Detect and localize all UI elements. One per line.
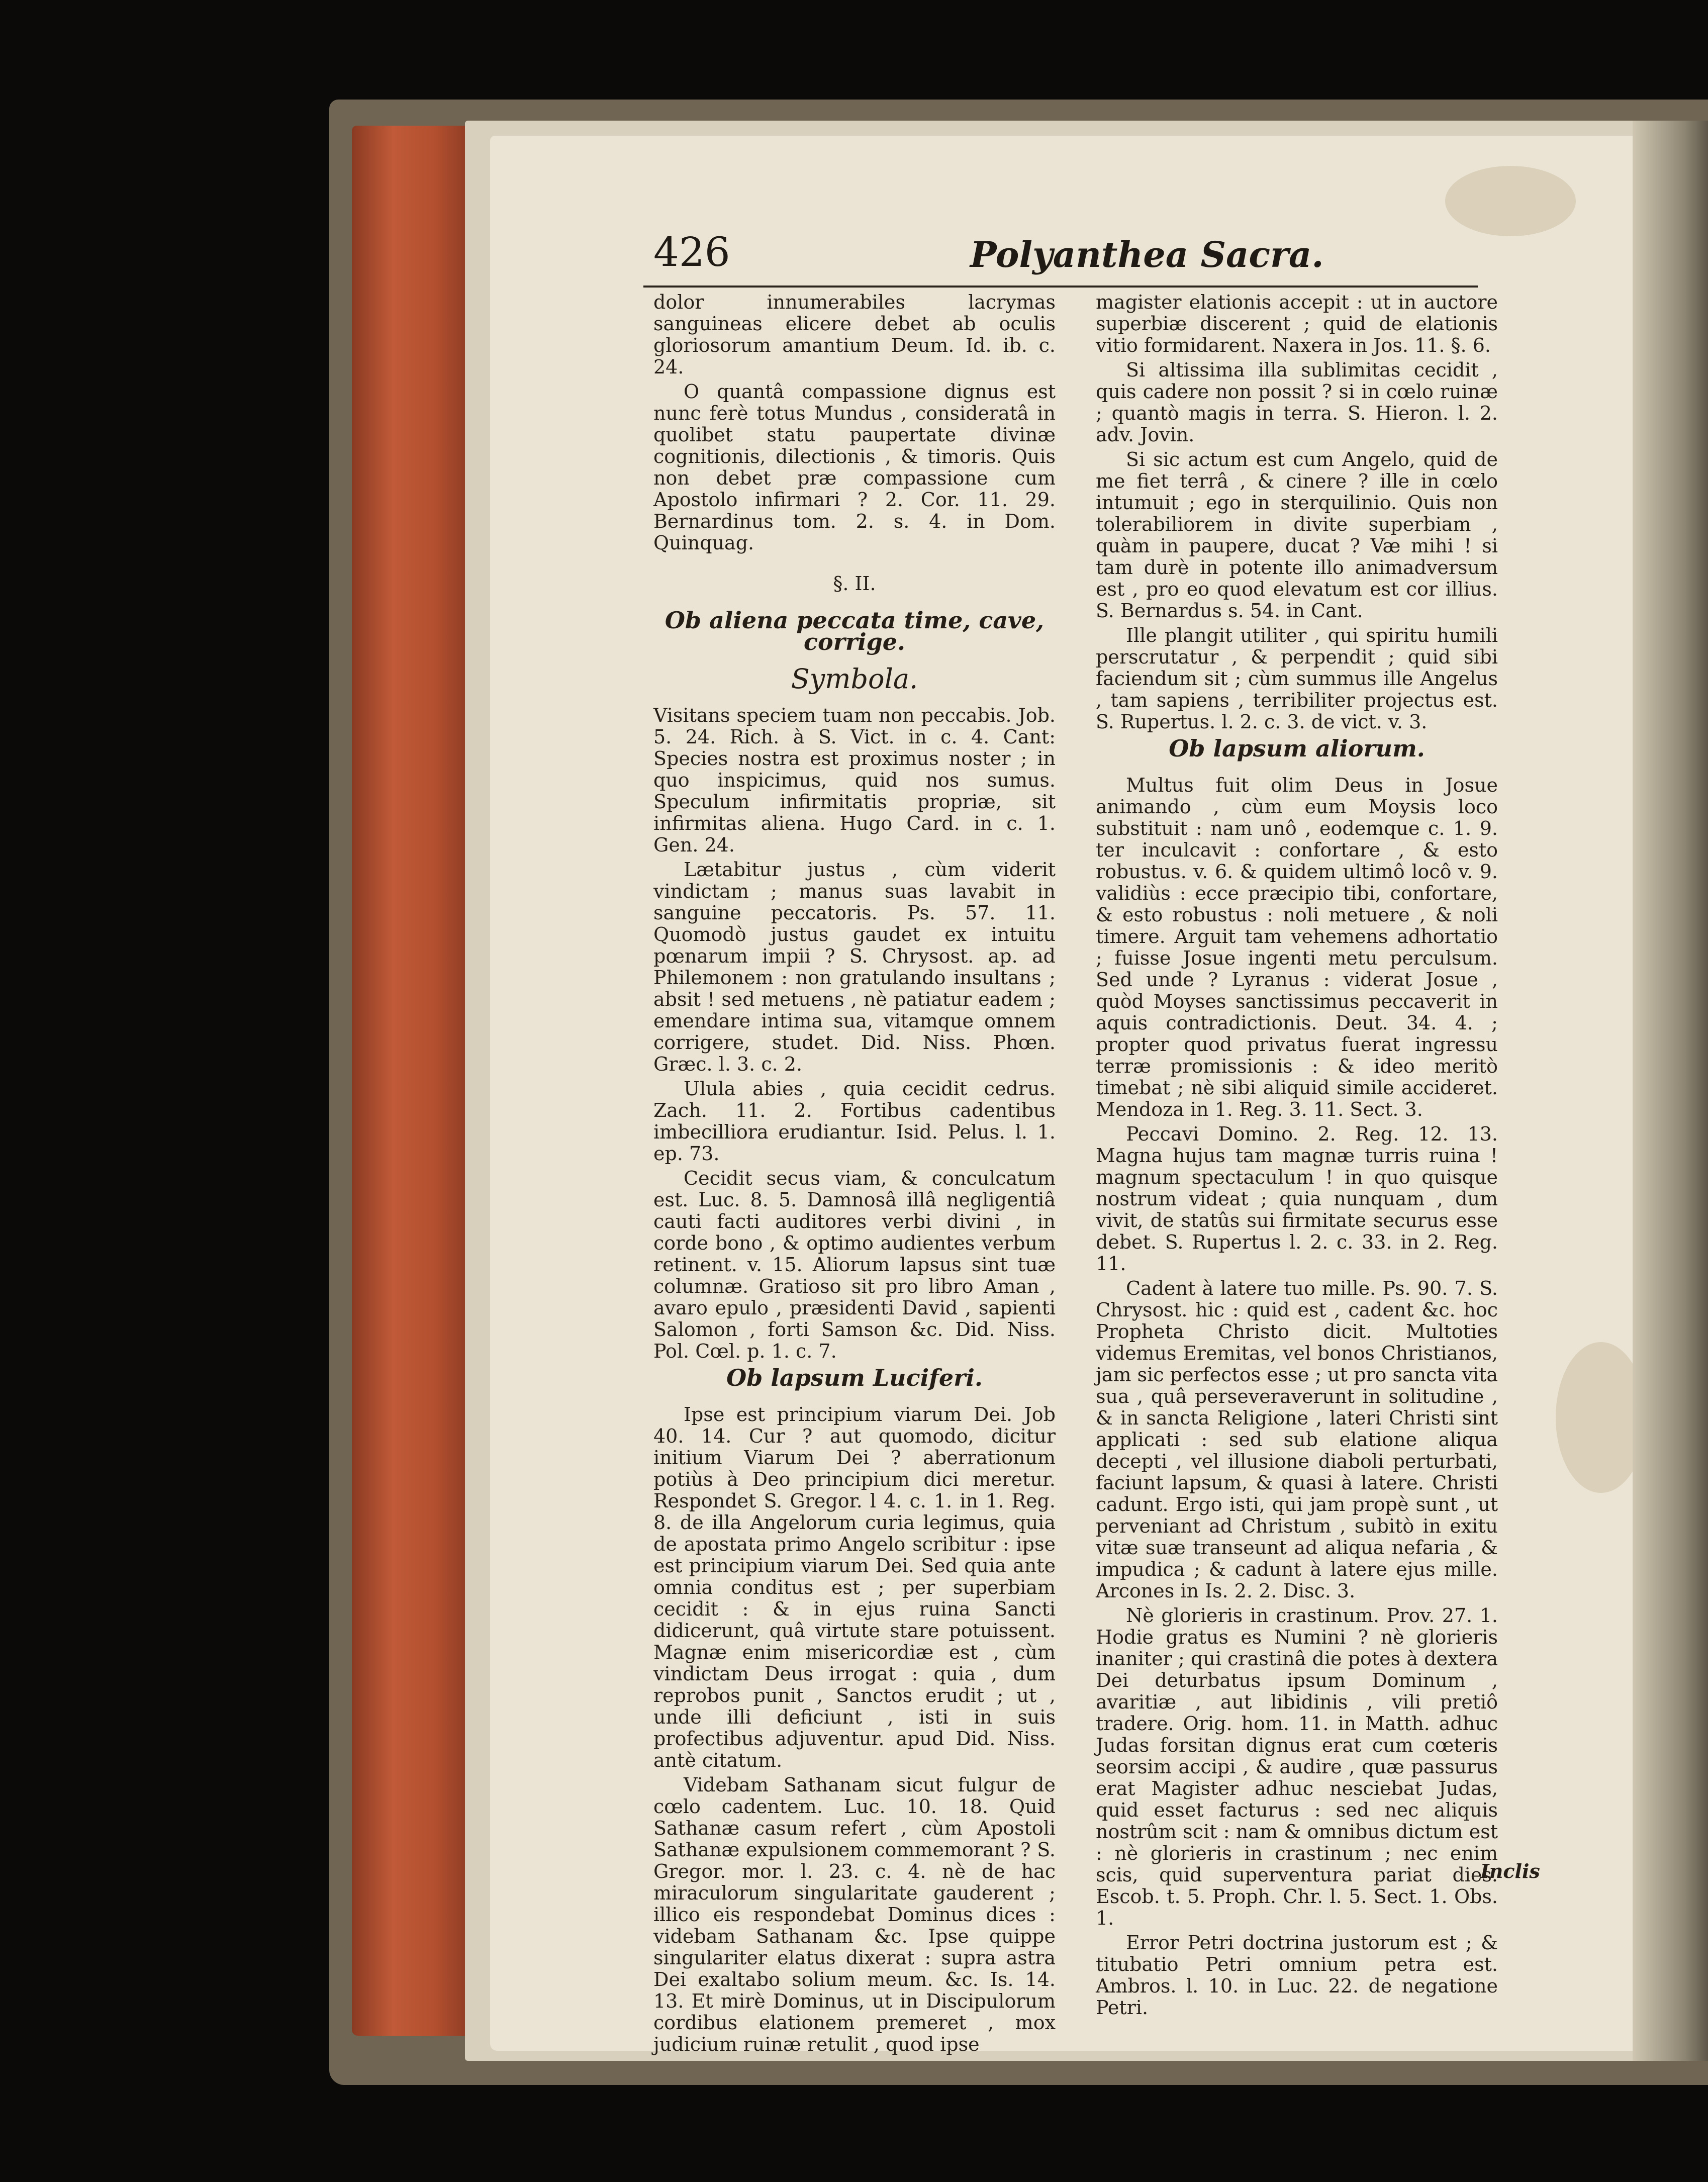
paragraph: Cadent à latere tuo mille. Ps. 90. 7. S. Chrysost. hic : quid est , cadent &c. hoc Propheta Christo dicit. Multoties videmus Eremitas, vel bonos Christianos, jam sic perfectos esse ; ut pro sancta vita sua , quâ perseveraverunt in solitudine , & in sancta Religione , lateri Christi sint applicati : sed sub elatione aliqua decepti , vel illusione diaboli perturbati, faciunt lapsum, & quasi à latere. Christi cadunt. Ergo isti, qui jam propè sunt , ut perveniant ad Christum , subitò in exitu vitæ suæ transeunt ad aliqua nefaria , & impudica ; & cadunt à latere ejus mille. Arcones in Is. 2. 2. Disc. 3. xyxy=(1096,1277,1498,1602)
paragraph: Videbam Sathanam sicut fulgur de cœlo cadentem. Luc. 10. 18. Quid Sathanæ casum refert , cùm Apostoli Sathanæ expulsionem commemorant ? S. Gregor. mor. l. 23. c. 4. nè de hac miraculorum singularitate gauderent ; illico eis respondebat Dominus dices : videbam Sathanam &c. Ipse quippe singulariter elatus dixerat : supra astra Dei exaltabo solium meum. &c. Is. 14. 13. Et mirè Dominus, ut in Discipulorum cordibus elationem premeret , mox judicium ruinæ retulit , quod ipse xyxy=(653,1774,1056,2055)
page-gutter xyxy=(1633,121,1708,2061)
paragraph: Cecidit secus viam, & conculcatum est. Luc. 8. 5. Damnosâ illâ negligentiâ cauti facti auditores verbi divini , in corde bono , & optimo audientes verbum retinent. v. 15. Aliorum lapsus sint tuæ columnæ. Gratioso sit pro libro Aman , avaro epulo , præsidenti David , sapienti Salomon , forti Samson &c. Did. Niss. Pol. Cœl. p. 1. c. 7. xyxy=(653,1167,1056,1362)
subsection-heading: Symbola. xyxy=(791,663,918,695)
paragraph: Ulula abies , quia cecidit cedrus. Zach. 11. 2. Fortibus cadentibus imbecilliora erudiantur. Isid. Pelus. l. 1. ep. 73. xyxy=(653,1078,1056,1165)
section-mark: §. II. xyxy=(833,573,876,595)
page-header xyxy=(653,229,1508,284)
running-title: Polyanthea Sacra. xyxy=(970,234,1324,275)
section-heading: Ob lapsum Luciferi. xyxy=(726,1364,983,1391)
paragraph: Lætabitur justus , cùm viderit vindictam ; manus suas lavabit in sanguine peccatoris. Ps. 57. 11. Quomodò justus gaudet ex intuitu pœnarum impii ? S. Chrysost. ap. ad Philemonem : non gratulando insultans ; absit ! sed metuens , nè patiatur eadem ; emendare intima sua, vitamque omnem corrigere, studet. Did. Niss. Phœn. Græc. l. 3. c. 2. xyxy=(653,859,1056,1075)
paragraph: Ille plangit utiliter , qui spiritu humili perscrutatur , & perpendit ; quid sibi faciendum sit ; cùm summus ille Angelus , tam sapiens , terribiliter projectus est. S. Rupertus. l. 2. c. 3. de vict. v. 3. xyxy=(1096,624,1498,733)
right-column xyxy=(1096,291,1498,2019)
paragraph: Error Petri doctrina justorum est ; & titubatio Petri omnium petra est. Ambros. l. 10. in Luc. 22. de negatione Petri. xyxy=(1096,1932,1498,2019)
paragraph: Si sic actum est cum Angelo, quid de me fiet terrâ , & cinere ? ille in cœlo intumuit ; ego in sterquilinio. Quis non tolerabiliorem in divite superbiam , quàm in paupere, ducat ? Væ mihi ! si tam durè in potente illo animadversum est , pro eo quod elevatum est cor illius. S. Bernardus s. 54. in Cant. xyxy=(1096,448,1498,622)
section-heading: Ob lapsum aliorum. xyxy=(1169,735,1425,762)
page-number: 426 xyxy=(653,229,730,275)
header-rule xyxy=(643,286,1478,288)
section-heading: Ob aliena peccata time, cave, corrige. xyxy=(665,607,1045,655)
page-stain xyxy=(1445,166,1576,236)
paragraph: O quantâ compassione dignus est nunc ferè totus Mundus , consideratâ in quolibet statu paupertate divinæ cognitionis, dilectionis , & timoris. Quis non debet præ compassione cum Apostolo infirmari ? 2. Cor. 11. 29. Bernardinus tom. 2. s. 4. in Dom. Quinquag. xyxy=(653,381,1056,554)
paragraph: Si altissima illa sublimitas cecidit , quis cadere non possit ? si in cœlo ruinæ ; quantò magis in terra. S. Hieron. l. 2. adv. Jovin. xyxy=(1096,359,1498,446)
catchword: Inclis xyxy=(1480,1860,1540,1882)
left-column xyxy=(653,291,1056,2055)
paragraph: magister elationis accepit : ut in auctore superbiæ discerent ; quid de elationis vitio formidarent. Naxera in Jos. 11. §. 6. xyxy=(1096,291,1498,356)
paragraph: dolor innumerabiles lacrymas sanguineas elicere debet ab oculis gloriosorum amantium Deum. Id. ib. c. 24. xyxy=(653,291,1056,378)
paragraph: Ipse est principium viarum Dei. Job 40. 14. Cur ? aut quomodo, dicitur initium Viarum Dei ? aberrationum potiùs à Deo principium dici meretur. Respondet S. Gregor. l 4. c. 1. in 1. Reg. 8. de illa Angelorum curia legimus, quia de apostata primo Angelo scribitur : ipse est principium viarum Dei. Sed quia ante omnia conditus est ; per superbiam cecidit : & in ejus ruina Sancti didicerunt, quâ virtute stare potuissent. Magnæ enim misericordiæ est , cùm vindictam Deus irrogat : quia , dum reprobos punit , Sanctos erudit ; ut , unde illi deficiunt , isti in suis profectibus adjuventur. apud Did. Niss. antè citatum. xyxy=(653,1403,1056,1771)
paragraph: Peccavi Domino. 2. Reg. 12. 13. Magna hujus tam magnæ turris ruina ! magnum spectaculum ! in quo quisque nostrum videat ; quia nunquam , dum vivit, de statûs sui firmitate securus esse debet. S. Rupertus l. 2. c. 33. in 2. Reg. 11. xyxy=(1096,1123,1498,1275)
paragraph: Multus fuit olim Deus in Josue animando , cùm eum Moysis loco substituit : nam unô , eodemque c. 1. 9. ter inculcavit : confortare , & esto robustus. v. 6. & quidem ultimô locô v. 9. validiùs : ecce præcipio tibi, confortare, & esto robustus : noli metuere , & noli timere. Arguit tam vehemens adhortatio ; fuisse Josue ingenti metu perculsum. Sed unde ? Lyranus : viderat Josue , quòd Moyses sanctissimus peccaverit in aquis contradictionis. Deut. 34. 4. ; propter quod privatus fuerat ingressu terræ promissionis : & ideo meritò timebat ; nè sibi aliquid simile accideret. Mendoza in 1. Reg. 3. 11. Sect. 3. xyxy=(1096,774,1498,1120)
paragraph: Nè glorieris in crastinum. Prov. 27. 1. Hodie gratus es Numini ? nè glorieris inaniter ; qui crastinâ die potes à dextera Dei deturbatus ipsum Dominum , avaritiæ , aut libidinis , vili pretiô tradere. Orig. hom. 11. in Matth. adhuc Judas forsitan dignus erat cum cœteris seorsim accipi , & audire , quæ passurus erat Magister adhuc nesciebat Judas, quid esset facturus : sed nec aliquis nostrûm scit : nam & omnibus dictum est : nè glorieris in crastinum ; nec enim scis, quid superventura pariat dies. Escob. t. 5. Proph. Chr. l. 5. Sect. 1. Obs. 1. xyxy=(1096,1604,1498,1929)
paragraph: Visitans speciem tuam non peccabis. Job. 5. 24. Rich. à S. Vict. in c. 4. Cant: Species nostra est proximus noster ; in quo inspicimus, quid nos sumus. Speculum infirmitatis propriæ, sit infirmitas aliena. Hugo Card. in c. 1. Gen. 24. xyxy=(653,704,1056,856)
